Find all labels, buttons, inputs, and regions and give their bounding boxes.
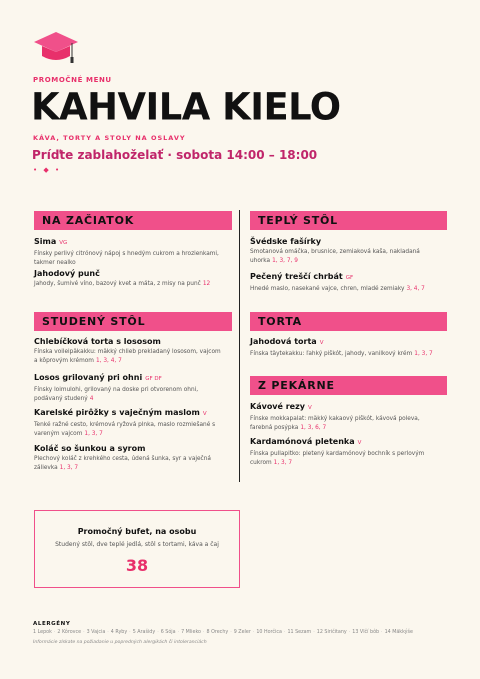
allergens-note: Informácie získate na požiadanie u popredných alergikách či intoleranciách xyxy=(33,640,207,645)
section-header-z-pekarne xyxy=(250,376,447,395)
allergen-item: 11 Sezam xyxy=(287,630,312,635)
item-desc: Hnedé maslo, nasekané vajce, chren, mladé zemiaky xyxy=(250,286,405,292)
allergen-separator: · xyxy=(230,630,232,635)
item-name: Pečený treščí chrbát xyxy=(250,272,343,281)
allergen-codes: 1, 3, 7 xyxy=(273,459,293,466)
buffet-title: Promočný bufet, na osobu xyxy=(77,527,197,536)
allergen-codes: 1, 3, 6, 7 xyxy=(300,424,327,431)
allergen-codes: 12 xyxy=(202,281,211,287)
allergen-codes: 1, 3, 7, 9 xyxy=(272,257,298,264)
section-label: TEPLÝ STÔL xyxy=(258,214,338,227)
party-time: sobota 14:00 – 18:00 xyxy=(176,148,318,162)
item-desc: Tenké ražné cesto, krémová ryžová plnka, maslo rozmiešané s vareným vajcom xyxy=(34,422,216,437)
allergen-separator: · xyxy=(107,630,109,635)
menu-item xyxy=(250,271,442,294)
eyebrow: PROMOČNÉ MENU xyxy=(33,76,112,84)
allergen-separator: · xyxy=(129,630,131,635)
allergen-codes: 1, 3, 4, 7 xyxy=(95,357,122,364)
allergen-separator: · xyxy=(348,630,351,635)
section-label: NA ZAČIATOK xyxy=(42,214,135,227)
item-name: Koláč so šunkou a syrom xyxy=(34,444,146,453)
section-header-torta xyxy=(250,312,447,331)
allergen-item: 5 Arašidy xyxy=(132,630,156,635)
diet-tag: GF DF xyxy=(145,376,162,382)
item-name: Losos grilovaný pri ohni xyxy=(34,373,143,382)
menu-item xyxy=(34,336,226,365)
allergen-separator: · xyxy=(53,630,56,635)
menu-item xyxy=(250,436,442,467)
allergen-item: 2 Kôrovce xyxy=(57,630,82,635)
item-desc: Fínsky loimulohi, grilovaný na doske pri otvorenom ohni, podávaný studený xyxy=(34,387,199,402)
column-divider xyxy=(239,210,240,482)
section-header-na-zaciatok xyxy=(34,211,232,230)
item-desc: Fínsky perlivý citrónový nápoj s hnedým cukrom a hrozienkami, takmer nealko xyxy=(34,251,219,266)
menu-item xyxy=(34,268,226,289)
ornament-dots: • ◆ • xyxy=(33,166,62,174)
allergen-item: 3 Vajcia xyxy=(86,630,106,635)
section-label: TORTA xyxy=(258,315,302,328)
section-header-studeny-stol xyxy=(34,312,232,331)
diet-tag: V xyxy=(307,405,312,411)
allergen-separator: · xyxy=(313,630,315,635)
allergen-item: 9 Zeler xyxy=(233,630,251,635)
diet-tag: VG xyxy=(59,240,68,246)
allergen-codes: 1, 3, 7 xyxy=(84,430,103,437)
subtitle: KÁVA, TORTY A STOLY NA OSLAVY xyxy=(33,134,186,142)
allergen-item: 13 Vlčí bôb xyxy=(352,630,380,635)
item-name: Kávové rezy xyxy=(250,402,305,411)
section-label: Z PEKÁRNE xyxy=(258,379,335,392)
item-name: Švédske fašírky xyxy=(250,237,322,246)
allergen-item: 7 Mlieko xyxy=(181,630,201,635)
diet-tag: V xyxy=(319,340,324,346)
party-text: Príďte zablahoželať xyxy=(32,148,164,162)
menu-item xyxy=(34,372,226,403)
item-name: Kardamónová pletenka xyxy=(250,437,355,446)
allergen-codes: 1, 3, 7 xyxy=(414,351,433,357)
allergen-separator: · xyxy=(252,630,255,635)
buffet-price: 38 xyxy=(125,556,149,575)
item-name: Karelské pirôžky s vaječným maslom xyxy=(34,408,200,417)
allergen-item: 1 Lepok xyxy=(33,630,52,635)
allergen-item: 10 Horčica xyxy=(256,630,282,635)
allergen-codes: 1, 3, 7 xyxy=(59,464,79,471)
menu-item xyxy=(250,401,442,432)
menu-item xyxy=(250,336,442,359)
item-desc: Smotanová omáčka, brusnice, zemiaková kaša, nakladaná uhorka xyxy=(250,249,420,264)
allergen-separator: · xyxy=(202,630,205,635)
allergen-separator: · xyxy=(83,630,85,635)
allergens-title: ALERGÉNY xyxy=(33,621,71,627)
allergen-separator: · xyxy=(283,630,286,635)
allergen-codes: 3, 4, 7 xyxy=(406,286,425,292)
section-label: STUDENÝ STÔL xyxy=(42,315,146,328)
item-desc: Fínske mokkapalat: mäkký kakaový piškót, kávová poleva, farebná posýpka xyxy=(250,416,420,431)
item-desc: Fínska voileipäkakku: mäkký chlieb prekladaný lososom, vajcom a kôprovým krémom xyxy=(34,349,221,364)
allergens-list xyxy=(33,630,413,635)
item-name: Jahodový punč xyxy=(34,269,100,278)
allergen-codes: 4 xyxy=(89,395,94,402)
buffet-desc: Studený stôl, dve teplé jedlá, stôl s tortami, káva a čaj xyxy=(55,541,219,548)
diet-tag: GF xyxy=(345,275,354,281)
allergen-separator: · xyxy=(157,630,159,635)
allergen-item: 8 Orechy xyxy=(206,630,229,635)
buffet-box xyxy=(34,510,240,588)
item-name: Chlebíčková torta s lososom xyxy=(34,337,161,346)
allergen-item: 6 Sója xyxy=(160,630,176,635)
allergen-item: 12 Siričitany xyxy=(316,630,347,635)
item-name: Sima xyxy=(34,237,57,246)
page-title: KAHVILA KIELO xyxy=(31,84,341,129)
item-desc: Fínska täytekakku: ľahký piškót, jahody, vanilkový krém xyxy=(250,351,413,357)
item-desc: Plechový koláč z krehkého cesta, údená šunka, syr a vaječná zálievka xyxy=(34,456,211,471)
allergen-separator: · xyxy=(381,630,383,635)
menu-item xyxy=(34,443,226,472)
section-header-teply-stol xyxy=(250,211,447,230)
menu-item xyxy=(250,236,442,265)
item-name: Jahodová torta xyxy=(250,337,317,346)
item-desc: Fínska pullapitko: pletený kardamónový bochník s perlovým cukrom xyxy=(250,451,425,466)
graduation-cap-icon xyxy=(32,30,80,66)
diet-tag: V xyxy=(202,411,207,417)
diet-tag: V xyxy=(357,440,362,446)
allergen-item: 4 Ryby xyxy=(110,630,128,635)
item-desc: Jahody, šumivé víno, bazový kvet a máta, z misy na punč xyxy=(34,281,201,287)
party-separator: · xyxy=(167,148,172,162)
menu-item xyxy=(34,407,226,438)
allergen-separator: · xyxy=(177,630,180,635)
allergen-item: 14 Mäkkýše xyxy=(384,630,413,635)
menu-item xyxy=(34,236,226,267)
party-info xyxy=(32,148,317,162)
